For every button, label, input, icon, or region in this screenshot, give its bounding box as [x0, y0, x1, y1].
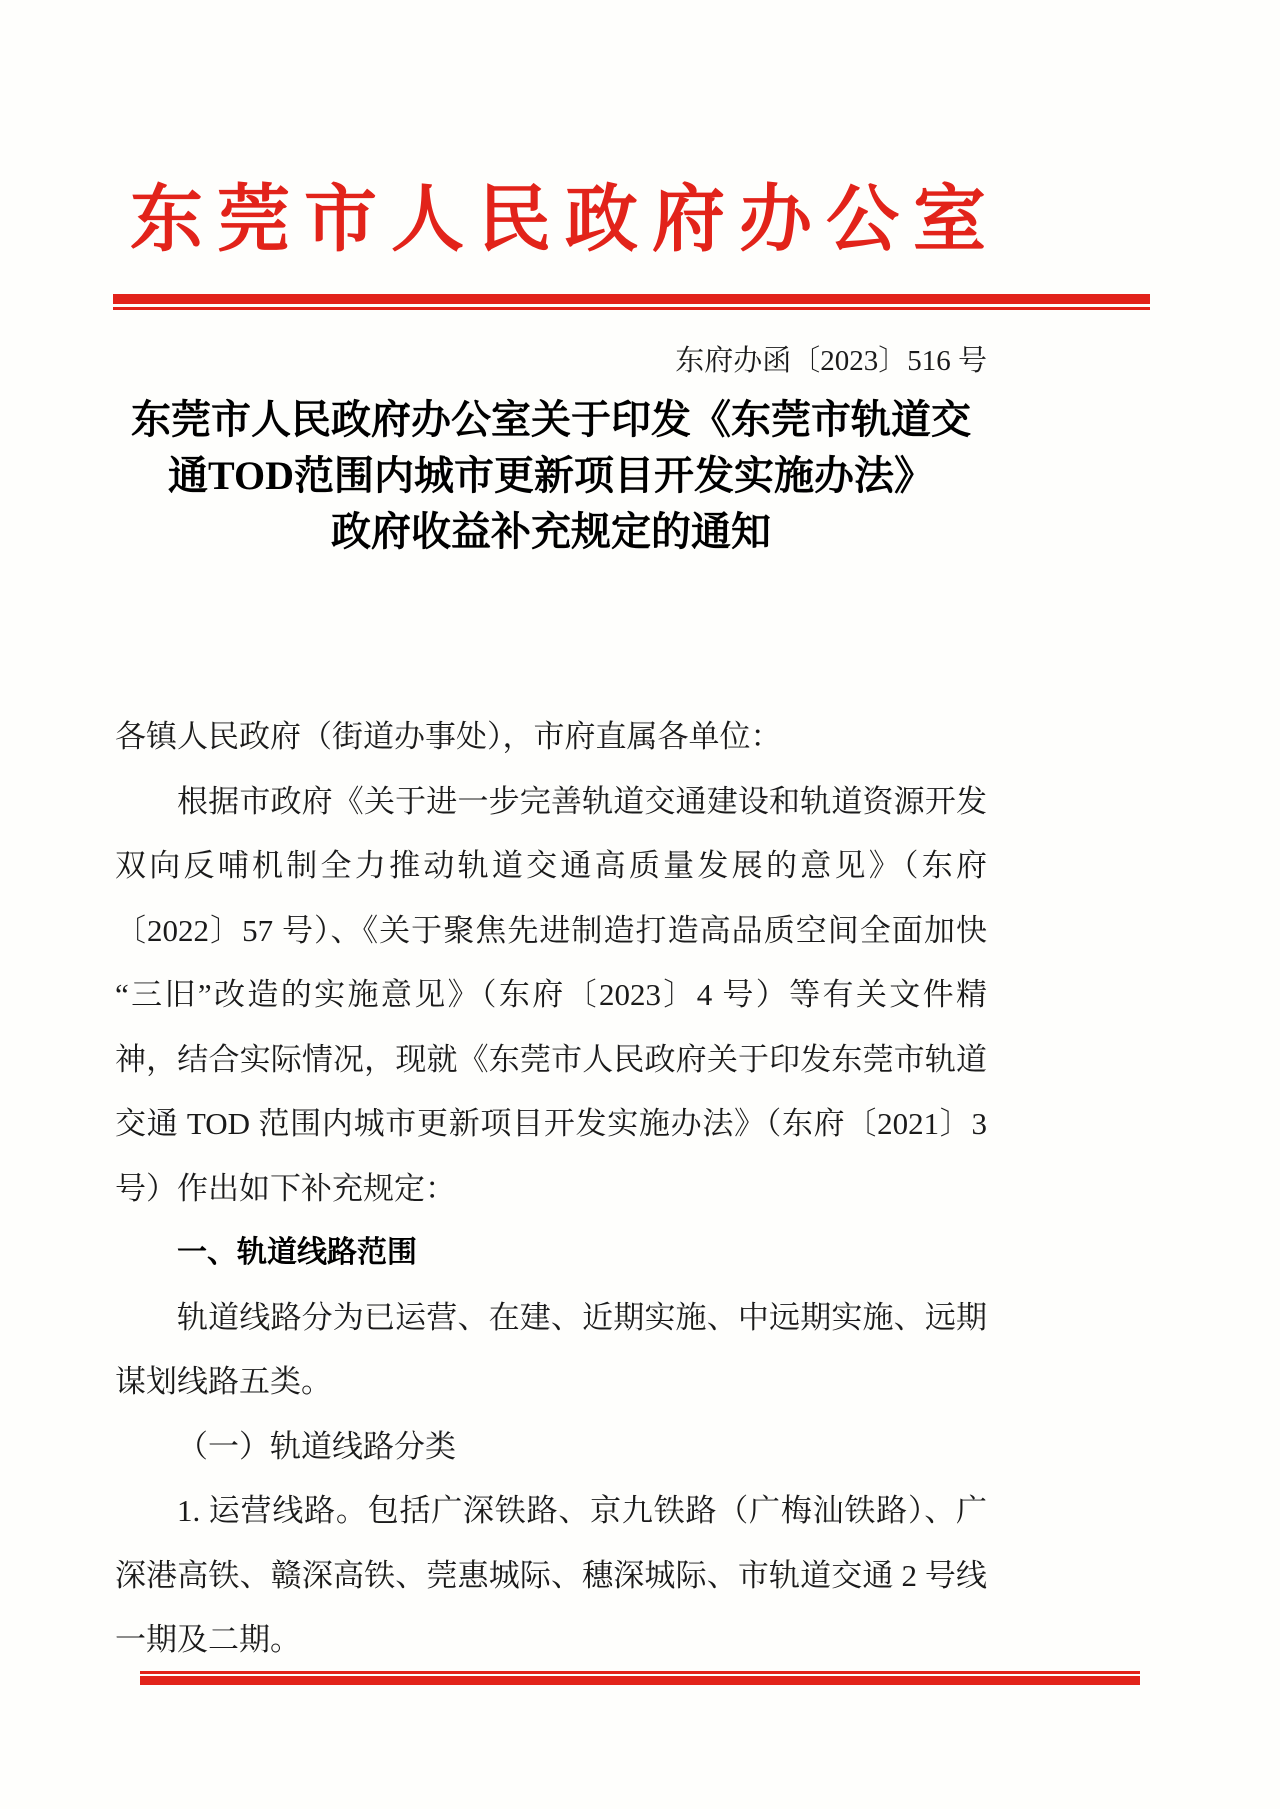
body-line: 一期及二期。: [115, 1622, 301, 1657]
body-line: 各镇人民政府（街道办事处），市府直属各单位：: [115, 719, 782, 754]
agency-header-title: 东莞市人民政府办公室: [130, 179, 1000, 260]
footer-rule-thin: [140, 1671, 1140, 1674]
body-lines: [115, 705, 987, 1673]
body-line: 根据市政府《关于进一步完善轨道交通建设和轨道资源开发: [177, 783, 987, 819]
body-line: 号）作出如下补充规定：: [115, 1170, 456, 1206]
body-line: 轨道线路分为已运营、在建、近期实施、中远期实施、远期: [177, 1299, 987, 1335]
doc-title: [115, 392, 987, 560]
body-line: 1. 运营线路。包括广深铁路、京九铁路（广梅汕铁路）、广: [177, 1493, 987, 1528]
document-body: [115, 705, 987, 1673]
body-line: 〔2022〕57 号）、《关于聚焦先进制造打造高品质空间全面加快: [115, 912, 987, 948]
body-line: 谋划线路五类。: [115, 1364, 332, 1399]
header-rule-thick: [113, 294, 1150, 304]
body-line: 双向反哺机制全力推动轨道交通高质量发展的意见》（东府: [115, 848, 987, 883]
body-line: 神，结合实际情况，现就《东莞市人民政府关于印发东莞市轨道: [115, 1041, 987, 1077]
body-line: 交通 TOD 范围内城市更新项目开发实施办法》（东府〔2021〕3: [115, 1106, 987, 1141]
body-line: （一）轨道线路分类: [177, 1428, 456, 1464]
header-rule-thin: [113, 307, 1150, 310]
doc-number: 东府办函〔2023〕516 号: [675, 345, 987, 377]
body-line: “三旧”改造的实施意见》（东府〔2023〕4 号）等有关文件精: [115, 977, 987, 1012]
body-line: 深港高铁、赣深高铁、莞惠城际、穗深城际、市轨道交通 2 号线: [115, 1557, 987, 1593]
doc-title-line-3: 政府收益补充规定的通知: [331, 509, 771, 554]
doc-title-line-2: 通TOD范围内城市更新项目开发实施办法》: [168, 453, 934, 498]
section-heading: 一、轨道线路范围: [177, 1236, 417, 1269]
footer-rule-thick: [140, 1676, 1140, 1685]
doc-title-line-1: 东莞市人民政府办公室关于印发《东莞市轨道交: [131, 397, 971, 442]
